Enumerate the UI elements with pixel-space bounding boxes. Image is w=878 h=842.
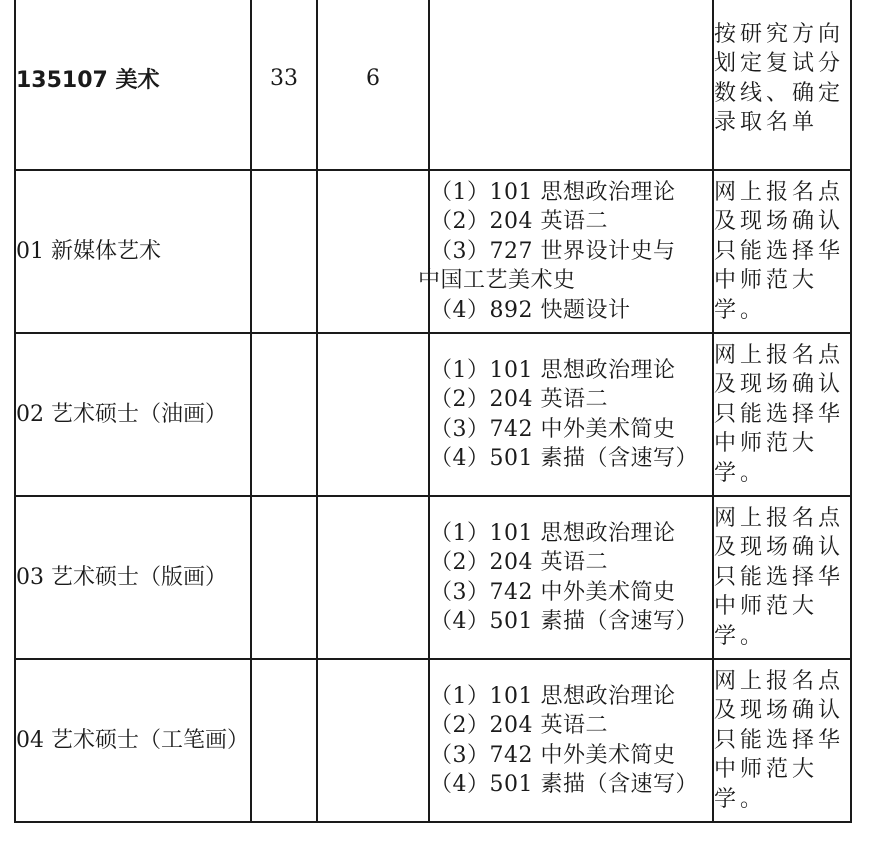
subject-line: （3）742 中外美术简史 [430,579,676,605]
major-row [15,0,851,170]
subject-line: （2）204 英语二 [430,209,608,235]
enrollment-cell [251,170,317,333]
subject-line: （4）501 素描（含速写） [430,609,698,634]
enrollment-cell [251,496,317,659]
remarks: 按研究方向划定复试分数线、确定录取名单 [713,0,851,170]
exempt-cell [317,170,429,333]
table-row [15,659,851,822]
subject-line: （4）892 快题设计 [430,297,631,323]
admissions-table [14,0,852,823]
enrollment-cell [251,333,317,496]
subject-line: （4）501 素描（含速写） [430,446,698,471]
remarks: 网上报名点及现场确认只能选择华中师范大学。 [713,333,851,496]
subject-line: （3）742 中外美术简史 [430,416,676,442]
remarks: 网上报名点及现场确认只能选择华中师范大学。 [713,170,851,333]
direction-name: 02 艺术硕士（油画） [15,333,251,496]
subject-line: （3）742 中外美术简史 [430,742,676,768]
subject-line: 中国工艺美术史 [418,268,576,294]
subject-line: （1）101 思想政治理论 [430,683,676,709]
enrollment-count: 33 [251,0,317,170]
direction-name: 04 艺术硕士（工笔画） [15,659,251,822]
table-row [15,170,851,333]
exam-subjects [429,496,713,659]
enrollment-cell [251,659,317,822]
subject-line: （1）101 思想政治理论 [430,179,676,205]
exempt-cell [317,496,429,659]
direction-name: 01 新媒体艺术 [15,170,251,333]
direction-name: 03 艺术硕士（版画） [15,496,251,659]
exam-subjects [418,170,713,333]
exam-subjects [429,0,713,170]
remarks: 网上报名点及现场确认只能选择华中师范大学。 [713,496,851,659]
subject-line: （1）101 思想政治理论 [430,520,676,546]
exempt-cell [317,333,429,496]
table-row [15,496,851,659]
exam-subjects [429,659,713,822]
exam-subjects [429,333,713,496]
table-row [15,333,851,496]
exempt-cell [317,659,429,822]
subject-line: （2）204 英语二 [430,387,608,412]
exempt-count: 6 [317,0,429,170]
remarks: 网上报名点及现场确认只能选择华中师范大学。 [713,659,851,822]
subject-line: （4）501 素描（含速写） [430,772,698,797]
subject-line: （3）727 世界设计史与 [430,238,676,264]
subject-line: （2）204 英语二 [430,550,608,575]
subject-line: （1）101 思想政治理论 [430,357,676,383]
subject-line: （2）204 英语二 [430,713,608,738]
major-name: 135107 美术 [15,0,251,170]
